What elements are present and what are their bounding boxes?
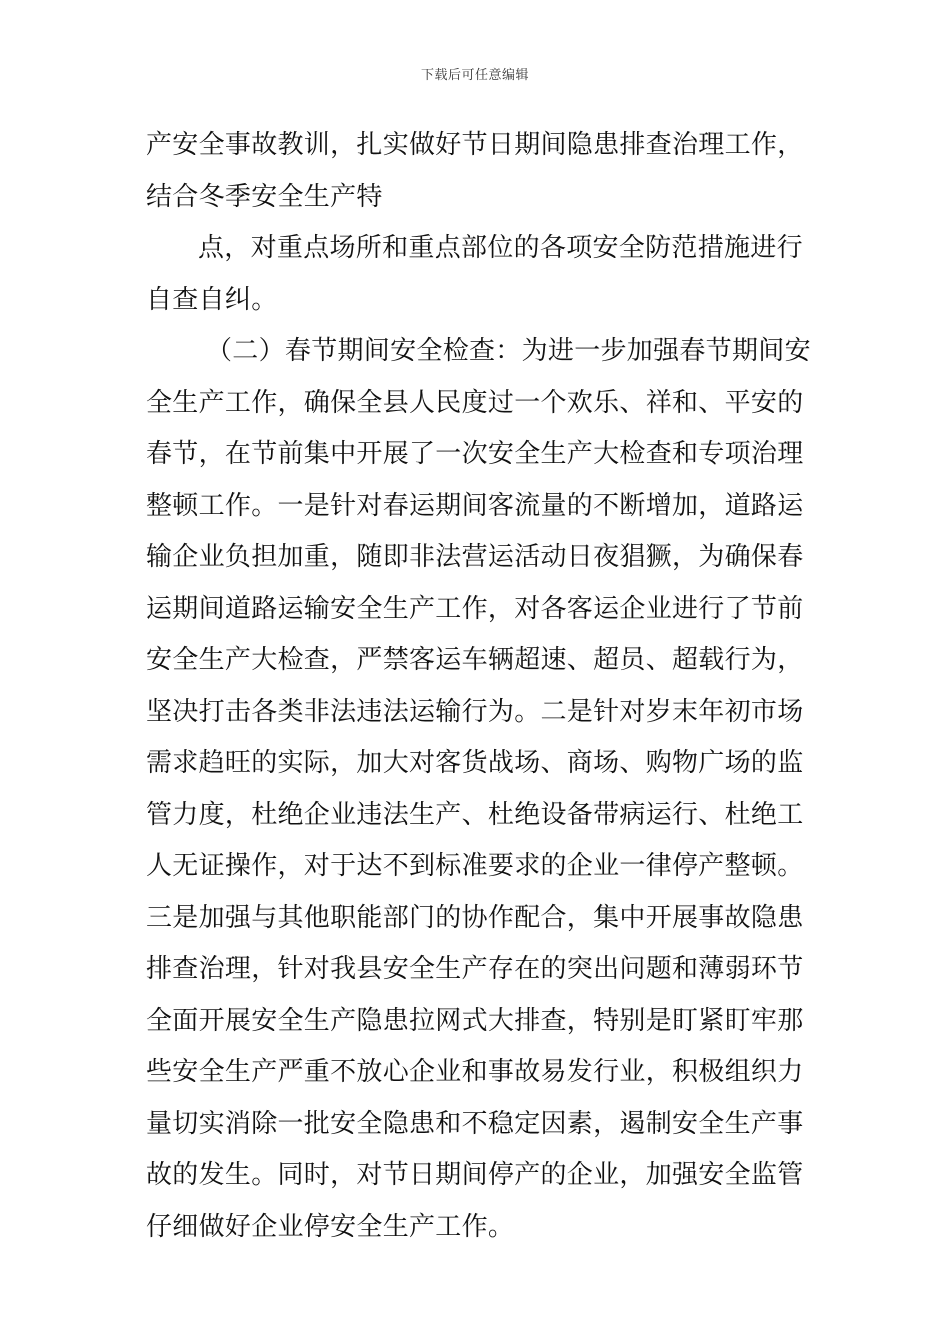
text-line: 坚决打击各类非法违法运输行为。二是针对岁末年初市场 xyxy=(146,696,804,727)
text-line: 全生产工作，确保全县人民度过一个欢乐、祥和、平安的 xyxy=(146,387,804,418)
text-line: 些安全生产严重不放心企业和事故易发行业，积极组织力 xyxy=(146,1057,804,1087)
text-line: 自查自纠。 xyxy=(146,284,278,315)
text-line: 春节，在节前集中开展了一次安全生产大检查和专项治理 xyxy=(146,439,804,469)
text-line: 仔细做好企业停安全生产工作。 xyxy=(146,1211,515,1242)
section-heading-line: （二）春节期间安全检查：为进一步加强春节期间安 xyxy=(206,336,811,366)
text-line: 安全生产大检查，严禁客运车辆超速、超员、超载行为， xyxy=(146,645,804,675)
text-line: 管力度，杜绝企业违法生产、杜绝设备带病运行、杜绝工 xyxy=(146,799,804,830)
text-line: 点，对重点场所和重点部位的各项安全防范措施进行 xyxy=(198,233,803,263)
text-line: 三是加强与其他职能部门的协作配合，集中开展事故隐患 xyxy=(146,902,804,933)
text-line: 需求趋旺的实际，加大对客货战场、商场、购物广场的监 xyxy=(146,748,804,778)
document-body xyxy=(146,120,811,1253)
text-line: 排查治理，针对我县安全生产存在的突出问题和薄弱环节 xyxy=(146,954,804,984)
text-line: 运期间道路运输安全生产工作，对各客运企业进行了节前 xyxy=(146,593,804,624)
text-line: 故的发生。同时，对节日期间停产的企业，加强安全监管 xyxy=(146,1160,804,1190)
text-line: 人无证操作，对于达不到标准要求的企业一律停产整顿。 xyxy=(146,851,804,881)
page-header: 下载后可任意编辑 xyxy=(420,68,529,83)
text-line: 结合冬季安全生产特 xyxy=(146,181,383,212)
text-line: 输企业负担加重，随即非法营运活动日夜猖獗，为确保春 xyxy=(146,542,804,572)
text-line: 全面开展安全生产隐患拉网式大排查，特别是盯紧盯牢那 xyxy=(146,1005,804,1036)
text-line: 产安全事故教训，扎实做好节日期间隐患排查治理工作， xyxy=(146,130,804,160)
text-line: 整顿工作。一是针对春运期间客流量的不断增加，道路运 xyxy=(146,490,804,521)
text-line: 量切实消除一批安全隐患和不稳定因素，遏制安全生产事 xyxy=(146,1108,804,1139)
